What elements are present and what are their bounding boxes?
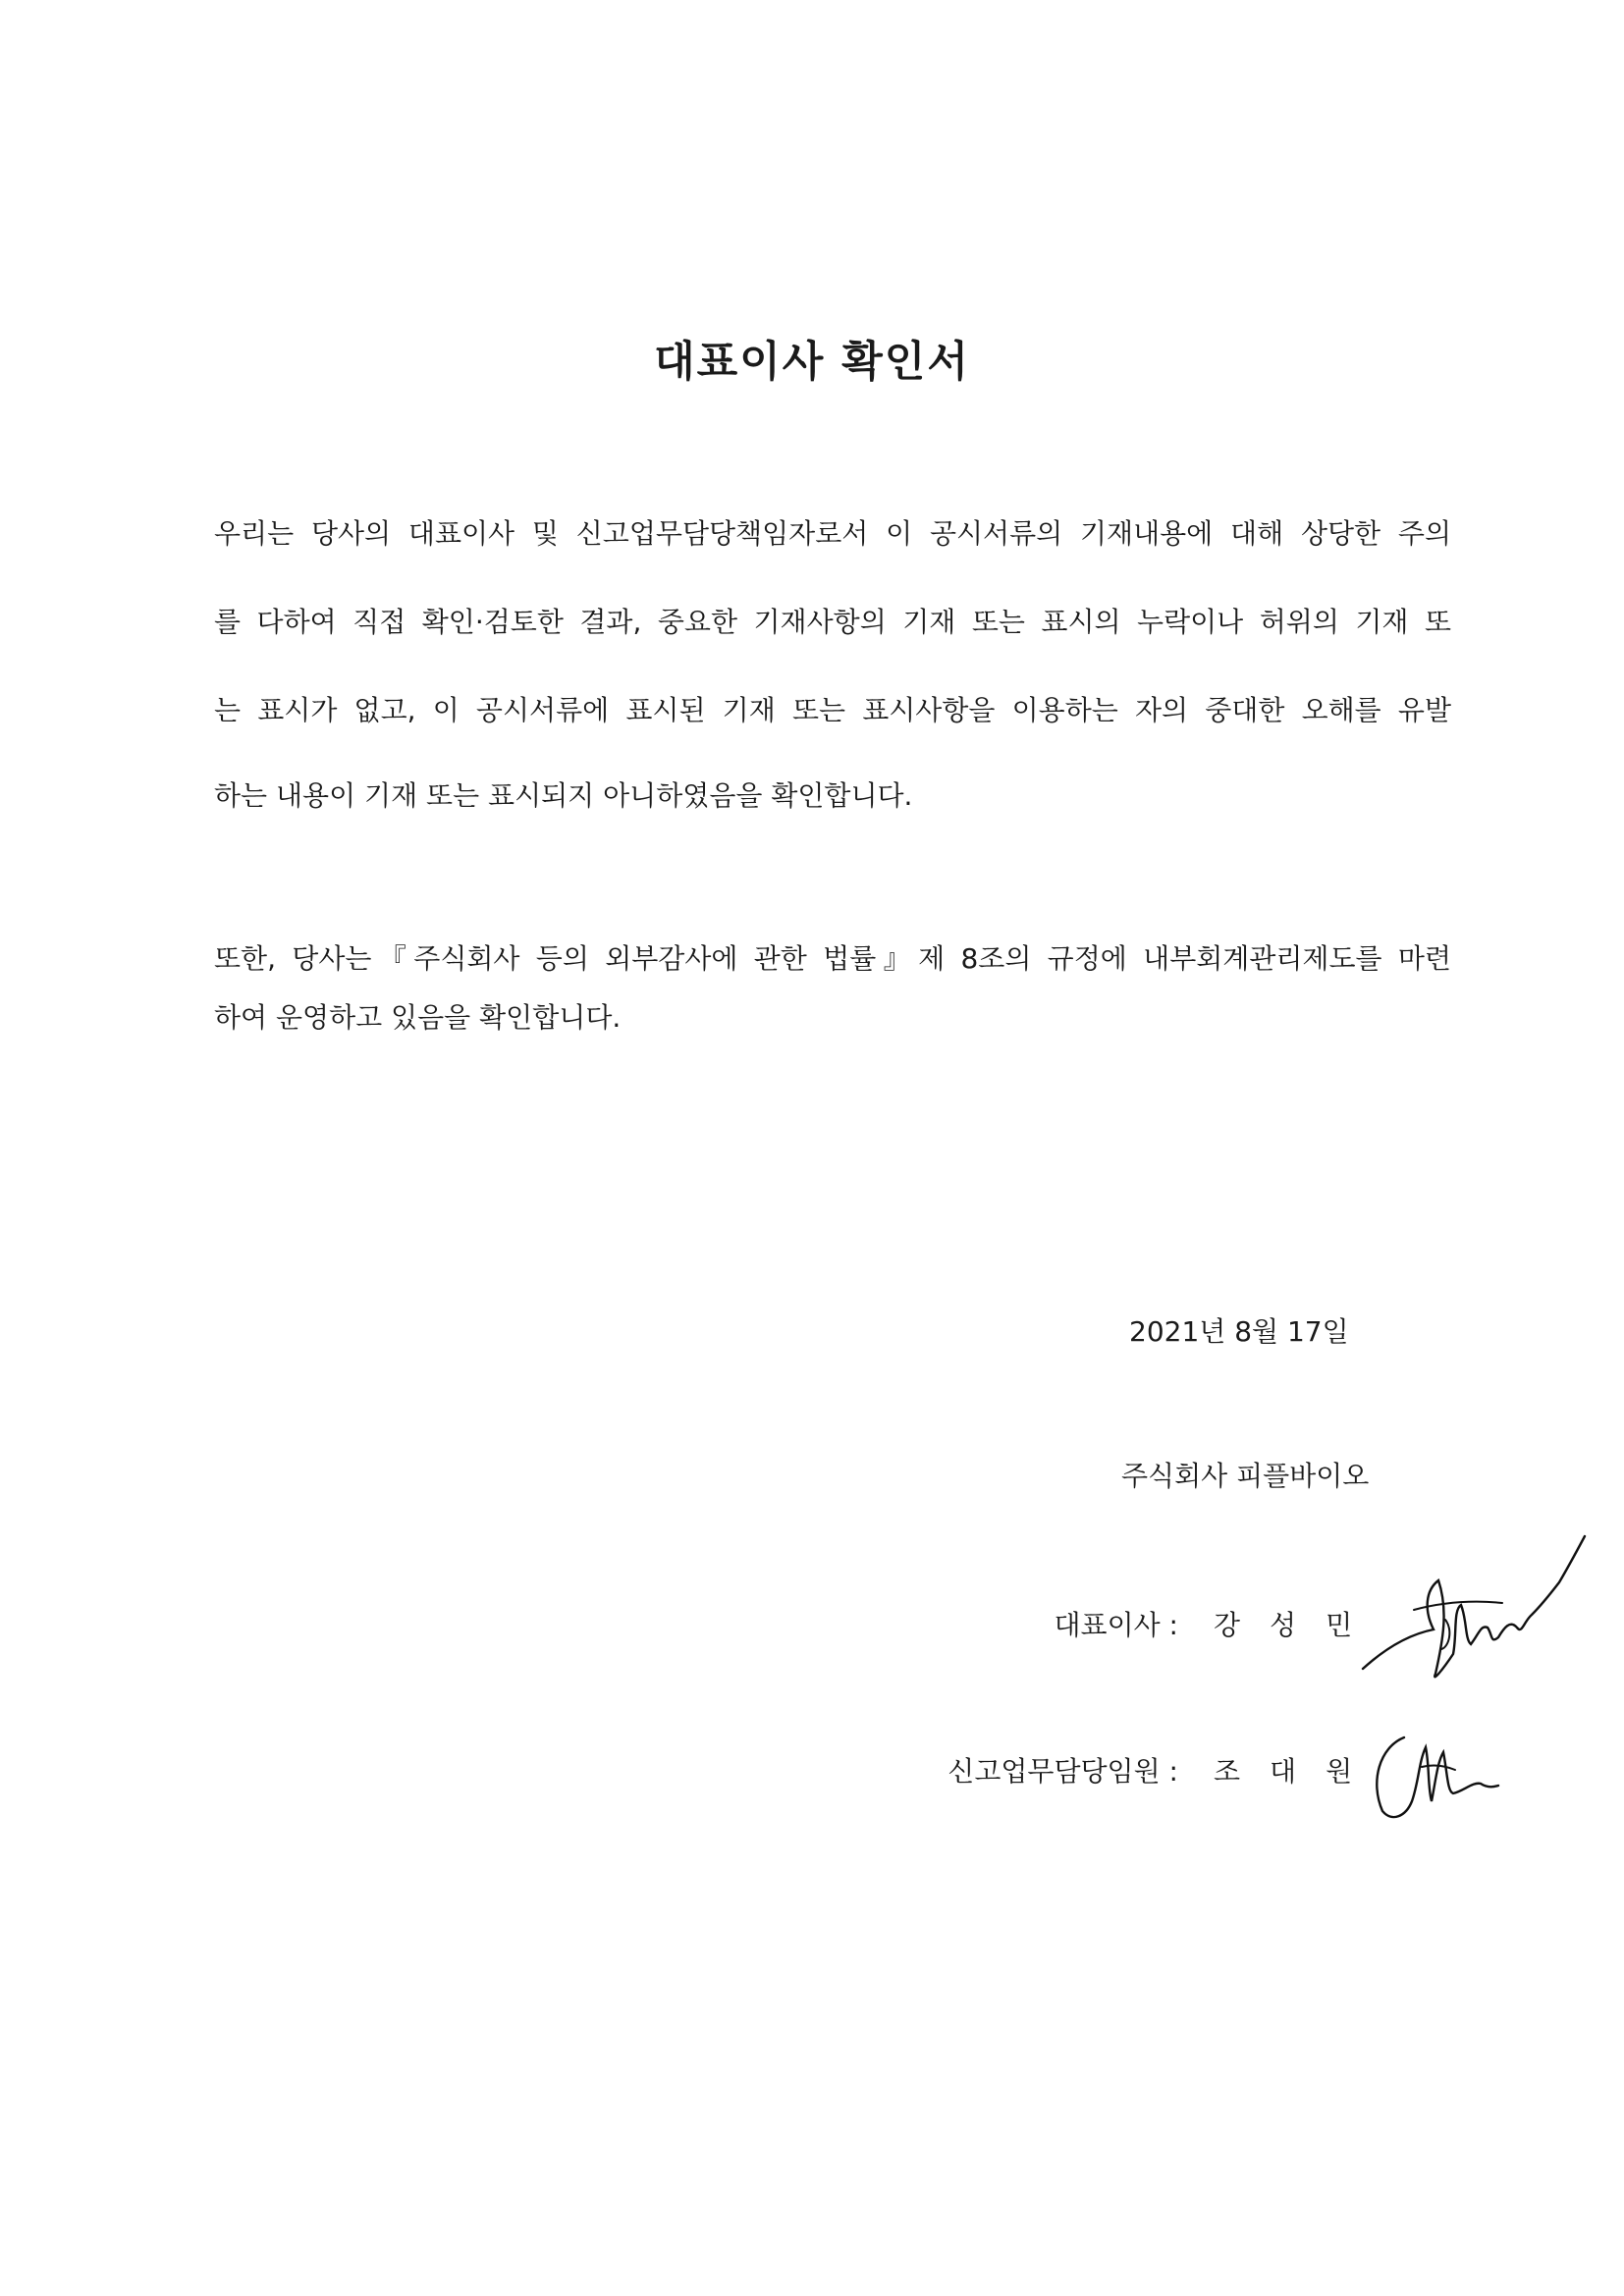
officer-signature (1365, 1723, 1502, 1831)
document-date: 2021년 8월 17일 (1129, 1315, 1349, 1348)
paragraph-line: 를 다하여 직접 확인·검토한 결과, 중요한 기재사항의 기재 또는 표시의 누락이나 허위의 기재 또 (214, 606, 1451, 638)
paragraph-line: 또한, 당사는『주식회사 등의 외부감사에 관한 법률』제 8조의 규정에 내부회계관리제도를 마련 (214, 942, 1451, 975)
ceo-name: 강성민 (1214, 1609, 1382, 1641)
paragraph-line: 하는 내용이 기재 또는 표시되지 아니하였음을 확인합니다. (214, 779, 913, 812)
officer-name: 조대원 (1214, 1755, 1382, 1788)
ceo-label: 대표이사 : (1054, 1609, 1178, 1641)
ceo-signature (1355, 1512, 1591, 1708)
paragraph-line: 는 표시가 없고, 이 공시서류에 표시된 기재 또는 표시사항을 이용하는 자의 중대한 오해를 유발 (214, 694, 1451, 726)
paragraph-line: 우리는 당사의 대표이사 및 신고업무담당책임자로서 이 공시서류의 기재내용에 대해 상당한 주의 (214, 517, 1451, 550)
paragraph-line: 하여 운영하고 있음을 확인합니다. (214, 1001, 622, 1034)
document-title: 대표이사 확인서 (654, 338, 970, 387)
officer-label: 신고업무담당임원 : (947, 1755, 1178, 1788)
company-name: 주식회사 피플바이오 (1121, 1460, 1370, 1492)
